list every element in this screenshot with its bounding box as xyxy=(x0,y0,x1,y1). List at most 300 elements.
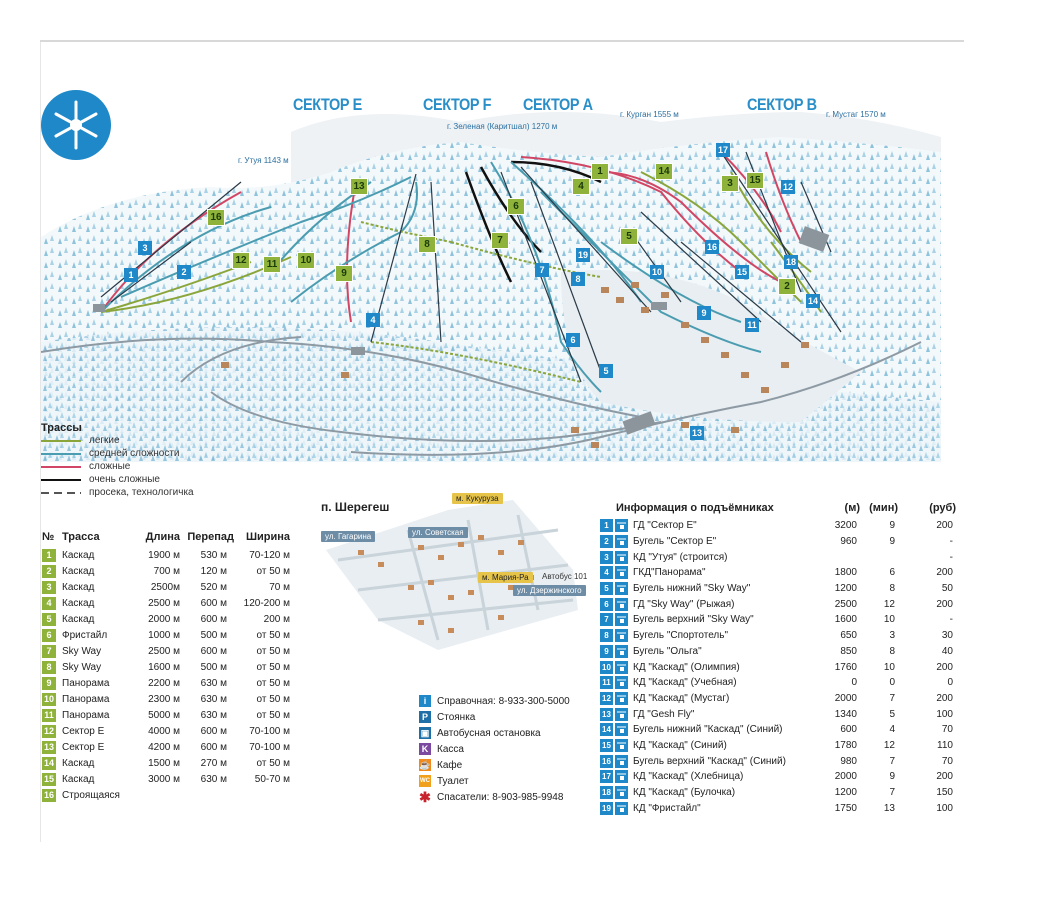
lift-duration: 7 xyxy=(889,787,895,799)
map-slope-marker[interactable]: 11 xyxy=(263,256,281,273)
lift-name: КД "Каскад" (Хлебница) xyxy=(633,771,744,783)
col-minutes: (мин) xyxy=(869,502,898,514)
map-slope-marker[interactable]: 8 xyxy=(418,236,436,253)
lift-name: Бугель нижний "Sky Way" xyxy=(633,583,751,595)
lift-price: 200 xyxy=(936,661,953,673)
lift-row xyxy=(600,628,956,644)
lift-number-badge: 5 xyxy=(600,582,613,595)
lift-number-badge: 18 xyxy=(600,786,613,799)
map-lift-marker[interactable]: 5 xyxy=(599,364,613,378)
lift-length: 0 xyxy=(851,677,857,689)
map-slope-marker[interactable]: 13 xyxy=(350,178,368,195)
lift-number-badge: 12 xyxy=(600,692,613,705)
map-lift-marker[interactable]: 16 xyxy=(706,242,717,252)
map-lift-marker[interactable]: 3 xyxy=(138,241,152,255)
lift-duration: 0 xyxy=(889,677,895,689)
lift-row xyxy=(600,753,956,769)
lift-price: - xyxy=(949,536,953,548)
slope-drop: 500 м xyxy=(200,629,227,641)
peak-kurgan: г. Курган 1555 м xyxy=(620,110,679,119)
slope-name: Каскад xyxy=(62,565,95,577)
map-slope-marker[interactable]: 12 xyxy=(232,252,250,269)
lift-length: 1200 xyxy=(834,583,857,595)
lift-type-icon xyxy=(615,535,628,548)
slope-row xyxy=(42,659,290,675)
lift-duration: 10 xyxy=(883,661,895,673)
lift-duration: 9 xyxy=(889,771,895,783)
lift-name: КД "Утуя" (строится) xyxy=(633,551,728,563)
lift-row xyxy=(600,549,956,565)
lift-length: 3200 xyxy=(834,520,857,532)
lift-type-icon xyxy=(615,692,628,705)
lift-type-icon xyxy=(615,770,628,783)
map-lift-marker[interactable]: 13 xyxy=(691,428,702,438)
legend-item-very-hard: очень сложные xyxy=(41,473,194,486)
slope-name: Панорама xyxy=(62,677,110,689)
slope-row xyxy=(42,643,290,659)
resort-logo xyxy=(41,90,111,160)
slope-length: 1900 м xyxy=(148,549,180,561)
lift-price: 200 xyxy=(936,771,953,783)
lift-row xyxy=(600,644,956,660)
map-lift-marker[interactable]: 1 xyxy=(124,268,138,282)
service-bus-stop: ▣ Автобусная остановка xyxy=(420,727,541,739)
map-slope-marker[interactable]: 1 xyxy=(591,163,609,180)
col-num: № xyxy=(42,531,55,543)
slope-length: 2000 м xyxy=(148,613,180,625)
lift-type-icon xyxy=(615,786,628,799)
slope-drop: 600 м xyxy=(200,613,227,625)
lift-price: 100 xyxy=(936,708,953,720)
slope-name: Панорама xyxy=(62,709,110,721)
lift-row xyxy=(600,738,956,754)
slope-number-badge: 11 xyxy=(42,709,56,722)
slope-length: 2500 м xyxy=(148,597,180,609)
map-lift-marker[interactable]: 6 xyxy=(566,333,580,347)
slope-row xyxy=(42,755,290,771)
lift-number-badge: 7 xyxy=(600,613,613,626)
lift-number-badge: 3 xyxy=(600,551,613,564)
map-slope-marker[interactable]: 6 xyxy=(507,198,525,215)
cafe-icon: ☕ xyxy=(419,759,431,770)
map-lift-marker[interactable]: 8 xyxy=(571,272,585,286)
map-lift-marker[interactable]: 19 xyxy=(577,250,588,260)
lift-number-badge: 1 xyxy=(600,519,613,532)
slope-length: 3000 м xyxy=(148,773,180,785)
lift-duration: 5 xyxy=(889,708,895,720)
lift-row xyxy=(600,518,956,534)
lift-length: 960 xyxy=(840,536,857,548)
map-slope-marker[interactable]: 10 xyxy=(297,252,315,269)
lift-price: 200 xyxy=(936,567,953,579)
legend-swatch xyxy=(41,479,81,481)
slope-width: 120-200 м xyxy=(243,597,290,609)
slope-row xyxy=(42,739,290,755)
lift-number-badge: 8 xyxy=(600,629,613,642)
slope-name: Каскад xyxy=(62,613,95,625)
slope-drop: 630 м xyxy=(200,693,227,705)
lift-price: 70 xyxy=(941,755,953,767)
lift-type-icon xyxy=(615,645,628,658)
slope-number-badge: 9 xyxy=(42,677,56,690)
map-slope-marker[interactable]: 2 xyxy=(778,278,796,295)
lift-name: ГКД"Панорама" xyxy=(633,567,706,579)
lift-number-badge: 19 xyxy=(600,802,613,815)
slope-name: Каскад xyxy=(62,597,95,609)
lift-name: КД "Каскад" (Учебная) xyxy=(633,677,737,689)
slope-number-badge: 15 xyxy=(43,774,54,784)
legend-swatch xyxy=(41,466,81,468)
legend-swatch xyxy=(41,440,81,442)
lift-length: 1340 xyxy=(834,708,857,720)
slope-drop: 120 м xyxy=(200,565,227,577)
lift-type-icon xyxy=(615,629,628,642)
map-slope-marker[interactable]: 14 xyxy=(655,163,673,180)
col-meters: (м) xyxy=(844,502,860,514)
slope-length: 700 м xyxy=(153,565,180,577)
slope-width: от 50 м xyxy=(256,661,290,673)
slope-length: 1500 м xyxy=(148,757,180,769)
slope-width: от 50 м xyxy=(256,645,290,657)
service-parking: P Стоянка xyxy=(419,709,570,725)
lift-price: 110 xyxy=(937,739,953,751)
lift-number-badge: 15 xyxy=(600,739,613,752)
map-slope-marker[interactable]: 4 xyxy=(572,178,590,195)
lift-length: 1200 xyxy=(834,787,857,799)
lift-number-badge: 17 xyxy=(600,770,613,783)
slope-width: от 50 м xyxy=(256,677,290,689)
legend-swatch xyxy=(41,492,81,494)
lift-length: 1780 xyxy=(834,739,857,751)
map-slope-marker[interactable]: 3 xyxy=(721,175,739,192)
lift-type-icon xyxy=(615,723,628,736)
map-lift-marker[interactable]: 9 xyxy=(697,306,711,320)
street-label: ул. Дзержинского xyxy=(513,585,586,596)
lift-row xyxy=(600,691,956,707)
slope-length: 2200 м xyxy=(148,677,180,689)
slope-length: 1000 м xyxy=(148,629,180,641)
slope-length: 1600 м xyxy=(148,661,180,673)
slope-length: 2500м xyxy=(150,581,180,593)
lift-price: 70 xyxy=(941,724,953,736)
slope-length: 5000 м xyxy=(148,709,180,721)
lifts-table-header xyxy=(600,500,956,516)
slope-row xyxy=(42,611,290,627)
map-slope-marker[interactable]: 15 xyxy=(746,172,764,189)
slope-width: 70 м xyxy=(269,581,290,593)
lift-row xyxy=(600,612,956,628)
legend-item-clearing: просека, технологичка xyxy=(41,486,194,499)
lift-number-badge: 4 xyxy=(600,566,613,579)
slope-number-badge: 3 xyxy=(42,581,56,594)
street-label: Автобус 101 xyxy=(542,572,588,581)
map-lift-marker[interactable]: 7 xyxy=(535,263,549,277)
lift-number-badge: 14 xyxy=(600,723,613,736)
lift-price: 30 xyxy=(941,630,953,642)
slope-name: Сектор Е xyxy=(62,725,105,737)
lift-length: 2000 xyxy=(834,692,857,704)
slope-number-badge: 6 xyxy=(42,629,56,642)
slope-row xyxy=(42,547,290,563)
lift-duration: 4 xyxy=(889,724,895,736)
lift-type-icon xyxy=(615,739,628,752)
lift-name: КД "Каскад" (Олимпия) xyxy=(633,661,740,673)
slope-name: Панорама xyxy=(62,693,110,705)
lift-name: Бугель "Спортотель" xyxy=(633,630,729,642)
lifts-table-title: Информация о подъёмниках xyxy=(616,502,774,514)
lift-price: 40 xyxy=(941,645,953,657)
info-icon: i xyxy=(419,695,431,707)
lift-price: - xyxy=(949,614,953,626)
lift-price: 100 xyxy=(936,802,953,814)
lift-price: 50 xyxy=(941,583,953,595)
lift-duration: 3 xyxy=(889,630,895,642)
sector-b-title: СЕКТОР B xyxy=(747,95,817,114)
lift-type-icon xyxy=(615,676,628,689)
slope-width: от 50 м xyxy=(256,629,290,641)
lift-row xyxy=(600,800,956,816)
slope-number-badge: 12 xyxy=(43,726,54,736)
lift-duration: 13 xyxy=(883,802,895,814)
lift-price: 150 xyxy=(936,787,953,799)
slope-width: 70-120 м xyxy=(249,549,290,561)
lift-price: - xyxy=(949,551,953,563)
map-lift-marker[interactable]: 14 xyxy=(807,296,818,306)
legend-item-easy: легкие xyxy=(41,434,194,447)
slope-number-badge: 8 xyxy=(42,661,56,674)
service-cafe: ☕ Кафе xyxy=(419,759,463,771)
slope-row xyxy=(42,595,290,611)
lift-duration: 6 xyxy=(889,567,895,579)
street-label: м. Кукуруза xyxy=(452,493,503,504)
slope-drop: 500 м xyxy=(200,661,227,673)
slope-row xyxy=(42,579,290,595)
lift-name: Бугель нижний "Каскад" (Синий) xyxy=(633,724,783,736)
map-slope-marker[interactable]: 7 xyxy=(491,232,509,249)
col-name: Трасса xyxy=(62,531,100,543)
sector-e-title: СЕКТОР Е xyxy=(293,95,362,114)
lift-type-icon xyxy=(615,802,628,815)
lift-row xyxy=(600,581,956,597)
ticket-office-icon: K xyxy=(419,743,431,755)
lift-type-icon xyxy=(615,566,628,579)
lift-length: 1800 xyxy=(834,567,857,579)
village-title: п. Шерегеш xyxy=(321,500,390,514)
map-slope-marker[interactable]: 5 xyxy=(620,228,638,245)
slope-name: Sky Way xyxy=(62,661,102,673)
lift-length: 1600 xyxy=(834,614,857,626)
lift-duration: 12 xyxy=(883,739,895,751)
bus-stop-icon: ▣ xyxy=(420,727,430,738)
slope-name: Сектор Е xyxy=(62,741,105,753)
slope-row xyxy=(42,563,290,579)
slope-name: Каскад xyxy=(62,549,95,561)
slope-row xyxy=(42,787,290,803)
slope-width: 70-100 м xyxy=(249,725,290,737)
service-info: i Справочная: 8-933-300-5000 xyxy=(419,693,570,709)
slope-drop: 630 м xyxy=(200,709,227,721)
slope-number-badge: 10 xyxy=(43,694,54,704)
lift-duration: 7 xyxy=(889,692,895,704)
lift-name: ГД "Sky Way" (Рыжая) xyxy=(633,598,735,610)
slope-drop: 600 м xyxy=(200,645,227,657)
lift-name: Бугель "Сектор Е" xyxy=(633,536,717,548)
sector-f-title: СЕКТОР F xyxy=(423,95,492,114)
service-toilet: WC Туалет xyxy=(420,775,469,787)
slope-name: Строящаяся xyxy=(62,789,120,801)
street-label: м. Мария-Ра xyxy=(478,572,533,583)
lift-duration: 8 xyxy=(889,583,895,595)
lift-name: Бугель верхний "Каскад" (Синий) xyxy=(633,755,786,767)
slope-number-badge: 5 xyxy=(42,613,56,626)
peak-utuya: г. Утуя 1143 м xyxy=(238,156,289,165)
lift-name: КД "Каскад" (Синий) xyxy=(633,739,727,751)
slope-name: Каскад xyxy=(62,581,95,593)
slope-name: Sky Way xyxy=(62,645,102,657)
lift-row xyxy=(600,534,956,550)
slope-drop: 520 м xyxy=(200,581,227,593)
peak-zelenaya: г. Зеленая (Каритшал) 1270 м xyxy=(447,122,558,131)
slope-drop: 600 м xyxy=(200,597,227,609)
lift-name: КД "Каскад" (Булочка) xyxy=(633,787,736,799)
slope-number-badge: 7 xyxy=(42,645,56,658)
lift-price: 200 xyxy=(936,692,953,704)
slope-length: 2500 м xyxy=(148,645,180,657)
lift-name: ГД "Сектор Е" xyxy=(633,520,697,532)
slope-row xyxy=(42,723,290,739)
slope-drop: 630 м xyxy=(200,677,227,689)
map-lift-marker[interactable]: 18 xyxy=(785,257,796,267)
lift-type-icon xyxy=(615,582,628,595)
street-label: ул. Гагарина xyxy=(321,531,375,542)
lift-length: 1760 xyxy=(834,661,857,673)
slope-row xyxy=(42,691,290,707)
slope-number-badge: 16 xyxy=(43,790,54,800)
lift-row xyxy=(600,722,956,738)
lift-number-badge: 13 xyxy=(600,708,613,721)
services-legend xyxy=(419,693,570,805)
slope-name: Каскад xyxy=(62,757,95,769)
map-lift-marker[interactable]: 10 xyxy=(651,267,662,277)
lift-type-icon xyxy=(615,519,628,532)
lifts-table xyxy=(600,500,956,816)
lift-duration: 12 xyxy=(883,598,895,610)
slope-drop: 600 м xyxy=(200,725,227,737)
parking-icon: P xyxy=(419,711,431,723)
legend-swatch xyxy=(41,453,81,455)
service-rescue: ✱ Спасатели: 8-903-985-9948 xyxy=(419,788,564,805)
lift-number-badge: 6 xyxy=(600,598,613,611)
lift-length: 1750 xyxy=(834,802,857,814)
peak-mustag: г. Мустаг 1570 м xyxy=(826,110,886,119)
lift-type-icon xyxy=(615,613,628,626)
service-ticket: K Касса xyxy=(419,741,570,757)
street-label: ул. Советская xyxy=(408,527,468,538)
lift-length: 850 xyxy=(840,645,857,657)
slope-width: от 50 м xyxy=(256,757,290,769)
lift-duration: 7 xyxy=(889,755,895,767)
lift-row xyxy=(600,706,956,722)
rescue-icon: ✱ xyxy=(419,788,431,805)
slope-width: от 50 м xyxy=(256,709,290,721)
slopes-table xyxy=(42,527,290,803)
map-lift-marker[interactable]: 17 xyxy=(717,145,728,155)
lift-row xyxy=(600,785,956,801)
lift-number-badge: 9 xyxy=(600,645,613,658)
slope-number-badge: 2 xyxy=(42,565,56,578)
lift-type-icon xyxy=(615,661,628,674)
lift-price: 200 xyxy=(936,598,953,610)
slope-drop: 630 м xyxy=(200,773,227,785)
slopes-table-header xyxy=(42,527,290,547)
map-slope-marker[interactable]: 9 xyxy=(335,265,353,282)
lift-name: Бугель "Ольга" xyxy=(633,645,702,657)
lift-duration: 8 xyxy=(889,645,895,657)
sector-a-title: СЕКТОР A xyxy=(523,95,593,114)
lift-number-badge: 2 xyxy=(600,535,613,548)
slope-row xyxy=(42,675,290,691)
slope-drop: 270 м xyxy=(200,757,227,769)
lift-length: 2500 xyxy=(834,598,857,610)
slope-drop: 530 м xyxy=(200,549,227,561)
slope-row xyxy=(42,627,290,643)
slope-name: Каскад xyxy=(62,773,95,785)
col-price: (руб) xyxy=(929,502,956,514)
col-width: Ширина xyxy=(245,531,290,543)
slope-number-badge: 14 xyxy=(43,758,54,768)
map-lift-marker[interactable]: 11 xyxy=(745,318,759,332)
slope-number-badge: 13 xyxy=(43,742,54,752)
slope-row xyxy=(42,771,290,787)
lift-row xyxy=(600,596,956,612)
legend-item-hard: сложные xyxy=(41,460,194,473)
lift-row xyxy=(600,659,956,675)
lift-row xyxy=(600,675,956,691)
slope-legend xyxy=(41,422,194,499)
lift-name: КД "Фристайл" xyxy=(633,802,701,814)
slope-width: 50-70 м xyxy=(254,773,290,785)
map-lift-marker[interactable]: 4 xyxy=(366,313,380,327)
map-slope-marker[interactable]: 16 xyxy=(207,209,225,226)
legend-title: Трассы xyxy=(41,422,82,434)
map-lift-marker[interactable]: 2 xyxy=(177,265,191,279)
lift-duration: 9 xyxy=(889,520,895,532)
lift-number-badge: 16 xyxy=(600,755,613,768)
lift-length: 2000 xyxy=(834,771,857,783)
slope-row xyxy=(42,707,290,723)
lift-name: ГД "Gesh Fly" xyxy=(633,708,695,720)
lift-name: КД "Каскад" (Мустаг) xyxy=(633,692,730,704)
slope-length: 4200 м xyxy=(148,741,180,753)
lift-length: 980 xyxy=(840,755,857,767)
lift-price: 200 xyxy=(936,520,953,532)
lift-type-icon xyxy=(615,708,628,721)
lift-number-badge: 10 xyxy=(600,661,613,674)
lift-length: 650 xyxy=(840,630,857,642)
lift-price: 0 xyxy=(947,677,953,689)
map-lift-marker[interactable]: 12 xyxy=(782,182,793,192)
slope-number-badge: 4 xyxy=(42,597,56,610)
legend-item-medium: средней сложности xyxy=(41,447,194,460)
lift-length: 600 xyxy=(840,724,857,736)
slope-width: 70-100 м xyxy=(249,741,290,753)
slope-number-badge: 1 xyxy=(42,549,56,562)
slope-length: 4000 м xyxy=(148,725,180,737)
map-lift-marker[interactable]: 15 xyxy=(736,267,747,277)
slope-width: от 50 м xyxy=(256,565,290,577)
slope-name: Фристайл xyxy=(62,629,108,641)
slope-length: 2300 м xyxy=(148,693,180,705)
